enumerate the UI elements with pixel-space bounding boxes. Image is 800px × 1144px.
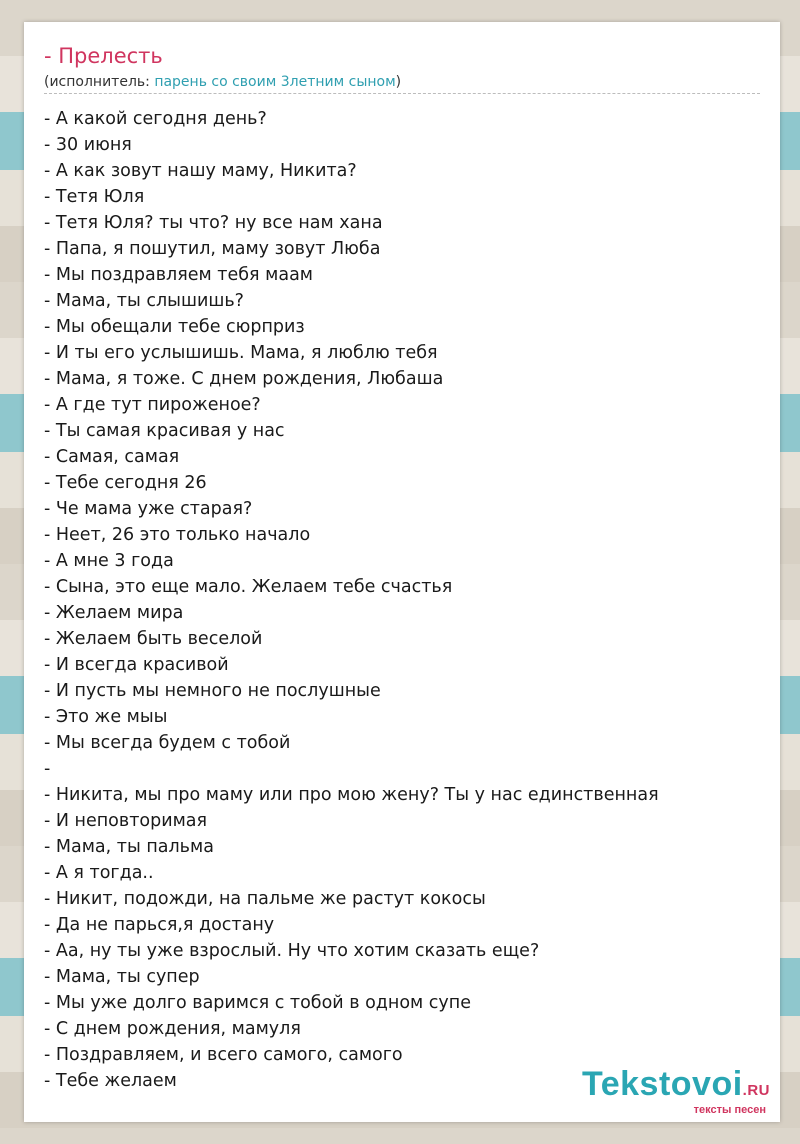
lyric-line: - Тебе желаем	[44, 1071, 177, 1091]
lyric-line: - Тетя Юля? ты что? ну все нам хана	[44, 213, 383, 233]
lyric-line: - Мы уже долго варимся с тобой в одном супе	[44, 993, 471, 1013]
lyric-line: - Папа, я пошутил, маму зовут Люба	[44, 239, 381, 259]
lyric-line: - Мама, ты слышишь?	[44, 291, 244, 311]
site-logo[interactable]	[582, 1067, 770, 1116]
lyric-line: - Мы обещали тебе сюрприз	[44, 317, 305, 337]
lyric-line: - Ты самая красивая у нас	[44, 421, 285, 441]
lyrics-sheet	[24, 22, 780, 1122]
lyric-line: - Это же мыы	[44, 707, 168, 727]
lyric-line: - Поздравляем, и всего самого, самого	[44, 1045, 403, 1065]
lyric-line: - Мама, я тоже. С днем рождения, Любаша	[44, 369, 444, 389]
lyric-line: - Да не парься,я достану	[44, 915, 275, 935]
lyric-line: -	[44, 759, 51, 779]
lyric-line: - С днем рождения, мамуля	[44, 1019, 301, 1039]
logo-tagline: тексты песен	[693, 1104, 766, 1116]
lyric-line: - А где тут пироженое?	[44, 395, 261, 415]
lyric-line: - Мама, ты супер	[44, 967, 200, 987]
lyric-line: - И ты его услышишь. Мама, я люблю тебя	[44, 343, 438, 363]
performer-prefix: (исполнитель:	[44, 74, 155, 90]
lyric-line: - Никита, мы про маму или про мою жену? Ты у нас единственная	[44, 785, 659, 805]
lyric-line: - И пусть мы немного не послушные	[44, 681, 381, 701]
lyric-line: - Неет, 26 это только начало	[44, 525, 311, 545]
logo-tld: .RU	[742, 1082, 770, 1099]
lyric-line: - А я тогда..	[44, 863, 154, 883]
lyric-line: - А какой сегодня день?	[44, 109, 267, 129]
lyric-line: - Самая, самая	[44, 447, 180, 467]
lyric-line: - Мама, ты пальма	[44, 837, 214, 857]
performer-line	[44, 74, 401, 90]
lyric-line: - Тетя Юля	[44, 187, 145, 207]
lyric-line: - А мне 3 года	[44, 551, 174, 571]
lyric-line: - Мы поздравляем тебя маам	[44, 265, 313, 285]
lyric-line: - И всегда красивой	[44, 655, 229, 675]
lyric-line: - Мы всегда будем с тобой	[44, 733, 291, 753]
lyric-line: - 30 июня	[44, 135, 132, 155]
header-divider	[44, 93, 760, 94]
lyrics-body	[44, 106, 659, 1094]
lyric-line: - Аа, ну ты уже взрослый. Ну что хотим сказать еще?	[44, 941, 540, 961]
lyric-line: - Тебе сегодня 26	[44, 473, 207, 493]
performer-link[interactable]: парень со своим 3летним сыном	[154, 74, 396, 90]
lyric-line: - Че мама уже старая?	[44, 499, 253, 519]
logo-name: Tekstovoi	[581, 1065, 743, 1103]
performer-suffix: )	[395, 74, 402, 90]
song-title: - Прелесть	[44, 44, 163, 68]
lyric-line: - Сына, это еще мало. Желаем тебе счастья	[44, 577, 453, 597]
lyric-line: - А как зовут нашу маму, Никита?	[44, 161, 357, 181]
lyric-line: - И неповторимая	[44, 811, 208, 831]
lyric-line: - Желаем быть веселой	[44, 629, 263, 649]
lyric-line: - Желаем мира	[44, 603, 184, 623]
lyric-line: - Никит, подожди, на пальме же растут кокосы	[44, 889, 486, 909]
